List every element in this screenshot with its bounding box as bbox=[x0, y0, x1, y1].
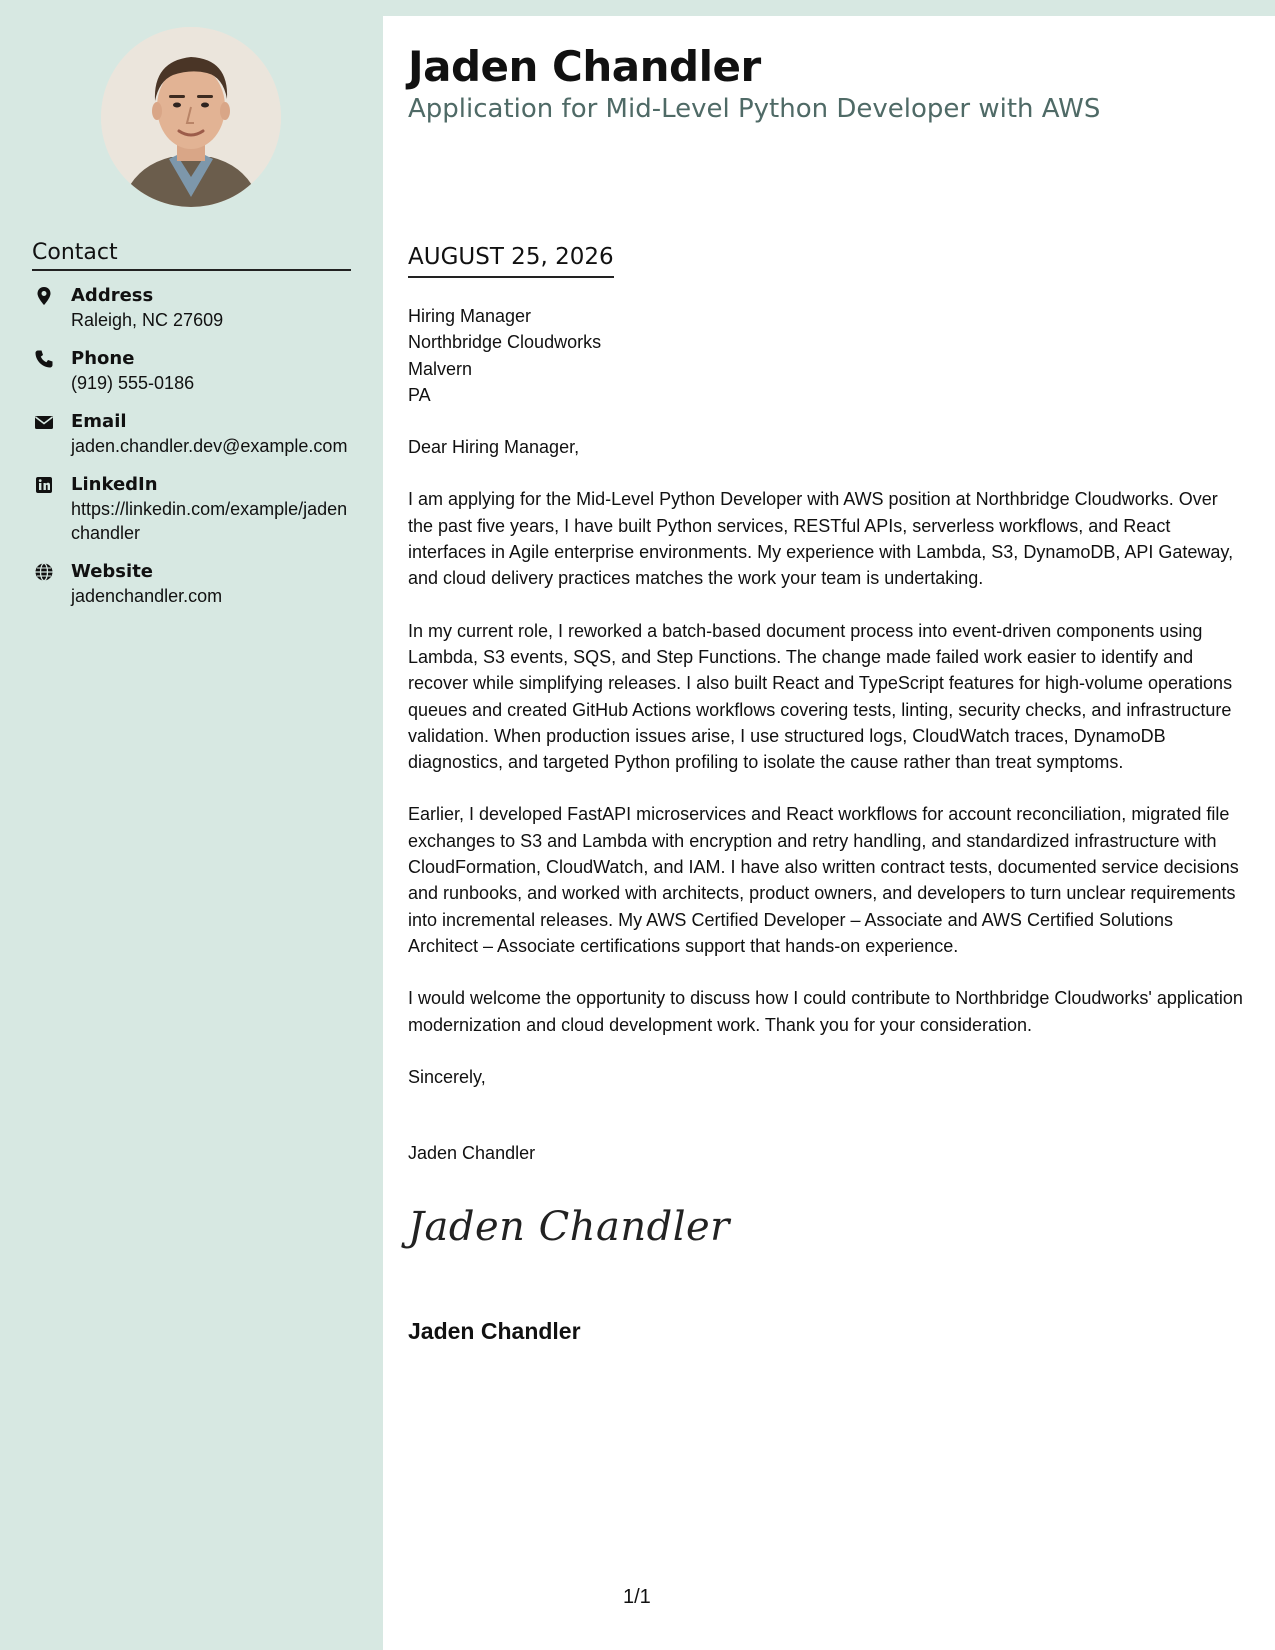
avatar-portrait bbox=[101, 27, 281, 207]
letter-body bbox=[408, 303, 1244, 1166]
contact-label: Phone bbox=[71, 348, 135, 369]
recipient-line: Northbridge Cloudworks bbox=[408, 332, 602, 353]
letter-main bbox=[383, 16, 1275, 1650]
map-pin-icon bbox=[34, 286, 54, 306]
signature-name: Jaden Chandler bbox=[408, 1318, 581, 1344]
contact-label: Address bbox=[71, 285, 154, 306]
contact-value[interactable]: https://linkedin.com/example/jadenchandler bbox=[71, 499, 348, 543]
recipient-block bbox=[408, 303, 1244, 408]
contact-heading: Contact bbox=[32, 240, 351, 271]
contact-label: Website bbox=[71, 561, 154, 582]
handwritten-signature: Jaden Chandler bbox=[408, 1204, 730, 1250]
phone-icon bbox=[34, 349, 54, 369]
contact-address bbox=[32, 284, 352, 332]
envelope-icon bbox=[34, 412, 54, 432]
contact-phone bbox=[32, 347, 352, 395]
contact-website bbox=[32, 560, 352, 608]
contact-list bbox=[32, 284, 352, 623]
salutation: Dear Hiring Manager, bbox=[408, 437, 580, 458]
contact-value[interactable]: jaden.chandler.dev@example.com bbox=[71, 436, 348, 456]
contact-value: (919) 555-0186 bbox=[71, 373, 195, 393]
letter-paragraph: I am applying for the Mid-Level Python Developer with AWS position at Northbridge Cloudworks. Over the past five years, I have built Python services, RESTful APIs, serverless workflows, and React interfaces in Agile enterprise environments. My experience with Lambda, S3, DynamoDB, API Gateway, and cloud delivery practices matches the work your team is undertaking. bbox=[408, 489, 1234, 589]
linkedin-icon bbox=[34, 475, 54, 495]
recipient-line: PA bbox=[408, 384, 431, 405]
page-number: 1/1 bbox=[623, 1586, 651, 1608]
contact-email bbox=[32, 410, 352, 458]
contact-label: Email bbox=[71, 411, 127, 432]
letter-paragraph: I would welcome the opportunity to discuss how I could contribute to Northbridge Cloudworks' application modernization and cloud development work. Thank you for your consideration. bbox=[408, 988, 1243, 1035]
contact-value: Raleigh, NC 27609 bbox=[71, 310, 224, 330]
letter-paragraph: In my current role, I reworked a batch-based document process into event-driven components using Lambda, S3 events, SQS, and Step Functions. The change made failed work easier to identify and recover while simplifying releases. I also built React and TypeScript features for high-volume operations queues and created GitHub Actions workflows covering tests, linting, security checks, and infrastructure validation. When production issues arise, I use structured logs, CloudWatch traces, DynamoDB diagnostics, and targeted Python profiling to isolate the cause rather than treat symptoms. bbox=[408, 620, 1233, 773]
globe-icon bbox=[34, 562, 54, 582]
profile-photo bbox=[101, 27, 281, 207]
contact-value[interactable]: jadenchandler.com bbox=[71, 586, 223, 606]
application-subtitle: Application for Mid-Level Python Developer with AWS bbox=[408, 94, 1101, 124]
signed-name: Jaden Chandler bbox=[408, 1143, 536, 1164]
recipient-line: Hiring Manager bbox=[408, 306, 532, 326]
recipient-line: Malvern bbox=[408, 358, 473, 379]
contact-linkedin bbox=[32, 473, 352, 545]
contact-label: LinkedIn bbox=[71, 474, 158, 495]
closing: Sincerely, bbox=[408, 1066, 486, 1087]
letter-date: AUGUST 25, 2026 bbox=[408, 244, 614, 278]
letter-paragraph: Earlier, I developed FastAPI microservices and React workflows for account reconciliation, migrated file exchanges to S3 and Lambda with encryption and retry handling, and standardized infrastructure with CloudFormation, CloudWatch, and IAM. I have also written contract tests, documented service decisions and runbooks, and worked with architects, product owners, and developers to turn unclear requirements into incremental releases. My AWS Certified Developer – Associate and AWS Certified Solutions Architect – Associate certifications support that hands-on experience. bbox=[408, 804, 1239, 956]
sidebar bbox=[0, 0, 383, 1650]
applicant-name: Jaden Chandler bbox=[408, 42, 761, 91]
